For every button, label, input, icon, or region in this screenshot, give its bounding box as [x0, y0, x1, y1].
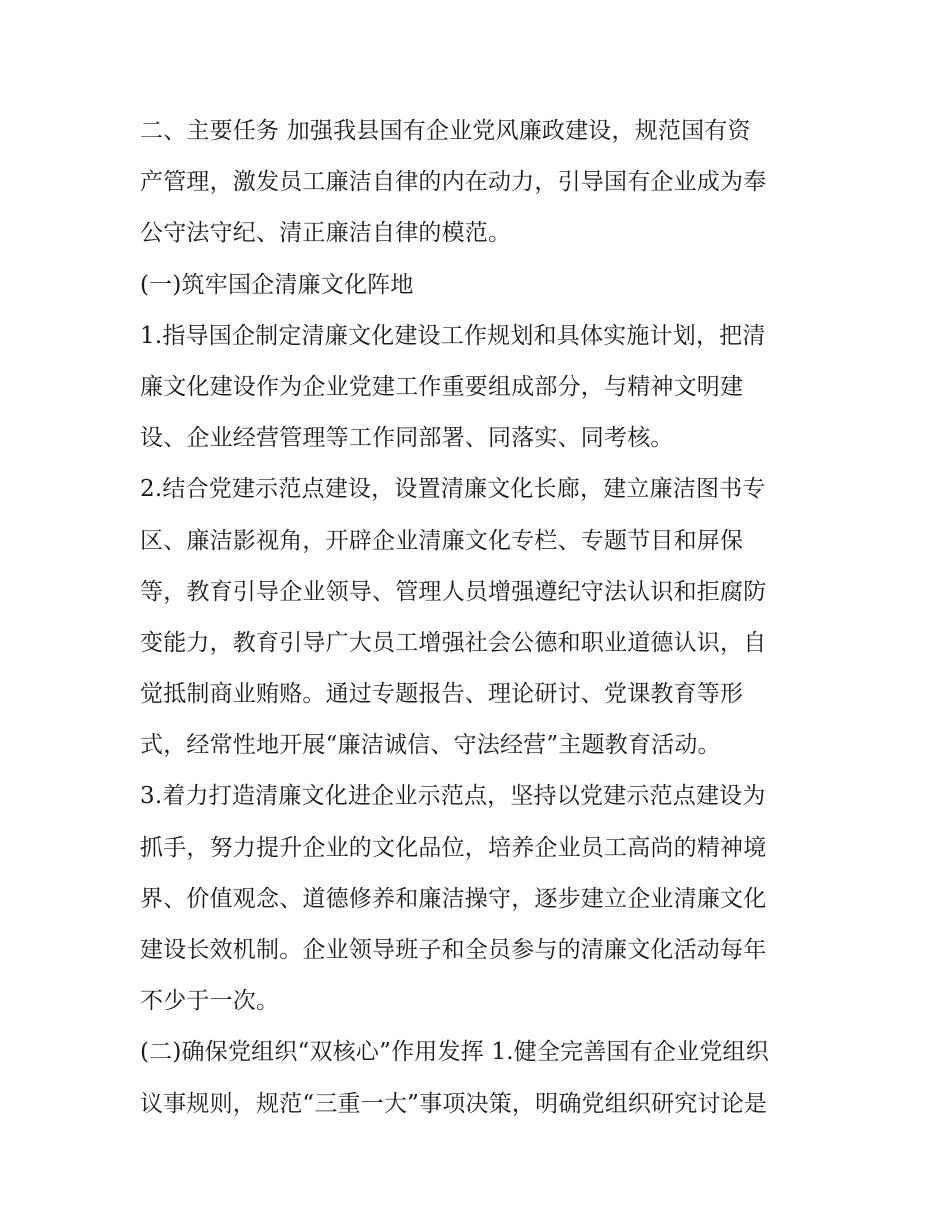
- text-line: 不少于一次。: [140, 988, 280, 1015]
- text-line: 3.着力打造清廉文化进企业示范点，坚持以党建示范点建设为: [140, 783, 766, 810]
- document-body: [140, 106, 820, 1130]
- text-line: 议事规则，规范“三重一大”事项决策，明确党组织研究讨论是: [140, 1090, 768, 1117]
- text-line: 设、企业经营管理等工作同部署、同落实、同考核。: [140, 425, 674, 452]
- text-line: 觉抵制商业贿赂。通过专题报告、理论研讨、党课教育等形: [140, 681, 744, 708]
- text-line: 等，教育引导企业领导、管理人员增强遵纪守法认识和拒腐防: [140, 578, 767, 605]
- section-heading: (二)确保党组织“双核心”作用发挥 1.健全完善国有企业党组织: [140, 1039, 769, 1066]
- section-heading: (一)筑牢国企清廉文化阵地: [140, 271, 414, 298]
- text-line: 抓手，努力提升企业的文化品位，培养企业员工高尚的精神境: [140, 834, 767, 861]
- text-line: 建设长效机制。企业领导班子和全员参与的清廉文化活动每年: [140, 937, 767, 963]
- text-line: 区、廉洁影视角，开辟企业清廉文化专栏、专题节目和屏保: [140, 527, 744, 554]
- text-line: 2.结合党建示范点建设，设置清廉文化长廊，建立廉洁图书专: [140, 476, 766, 503]
- text-line: 界、价值观念、道德修养和廉洁操守，逐步建立企业清廉文化: [140, 885, 767, 912]
- text-line: 式，经常性地开展“廉洁诚信、守法经营”主题教育活动。: [140, 732, 721, 759]
- text-line: 廉文化建设作为企业党建工作重要组成部分，与精神文明建: [140, 373, 744, 400]
- text-line: 1.指导国企制定清廉文化建设工作规划和具体实施计划，把清: [140, 322, 766, 349]
- text-line: 二、主要任务 加强我县国有企业党风廉政建设，规范国有资: [140, 118, 751, 144]
- text-line: 公守法守纪、清正廉洁自律的模范。: [140, 220, 512, 247]
- text-line: 变能力，教育引导广大员工增强社会公德和职业道德认识，自: [140, 629, 767, 656]
- text-line: 产管理，激发员工廉洁自律的内在动力，引导国有企业成为奉: [140, 169, 767, 196]
